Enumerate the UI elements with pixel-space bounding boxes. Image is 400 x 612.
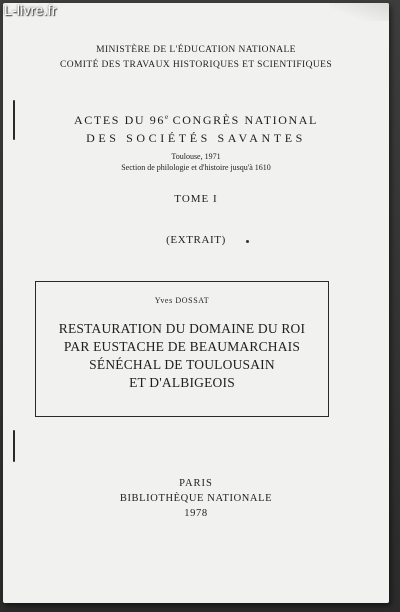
staple-mark-bottom <box>13 430 15 462</box>
booklet-cover <box>3 3 389 603</box>
ink-dot <box>246 240 249 243</box>
proceedings-title-line-1 <box>3 113 389 128</box>
proceedings-title-line-2: DES SOCIÉTÉS SAVANTES <box>86 131 306 145</box>
congress-section: Section de philologie et d'histoire jusqu'à 1610 <box>121 163 271 172</box>
article-title-line: RESTAURATION DU DOMAINE DU ROI <box>58 321 306 336</box>
volume-label: TOME I <box>174 193 218 205</box>
page-corner-curl <box>329 3 389 21</box>
article-title-line: ET D'ALBIGEOIS <box>129 375 235 390</box>
ordinal-superscript: e <box>164 113 169 121</box>
imprint-year: 1978 <box>184 508 208 519</box>
watermark-logo: L-livre.fr <box>4 2 57 18</box>
extract-label: (EXTRAIT) <box>166 234 226 246</box>
article-title-box <box>35 281 329 417</box>
imprint-city: PARIS <box>179 478 213 489</box>
imprint-publisher: BIBLIOTHÈQUE NATIONALE <box>119 493 273 504</box>
ministry-name: MINISTÈRE DE L'ÉDUCATION NATIONALE <box>96 45 296 55</box>
committee-name: COMITÉ DES TRAVAUX HISTORIQUES ET SCIENTIFIQUES <box>59 60 333 70</box>
proceedings-title-suffix: CONGRÈS NATIONAL <box>168 113 318 127</box>
article-author: Yves DOSSAT <box>154 296 210 305</box>
congress-location-date: Toulouse, 1971 <box>171 152 221 161</box>
article-title-line: PAR EUSTACHE DE BEAUMARCHAIS <box>63 339 301 354</box>
article-title-line: SÉNÉCHAL DE TOULOUSAIN <box>89 357 275 372</box>
proceedings-title-prefix: ACTES DU 96 <box>74 113 165 127</box>
